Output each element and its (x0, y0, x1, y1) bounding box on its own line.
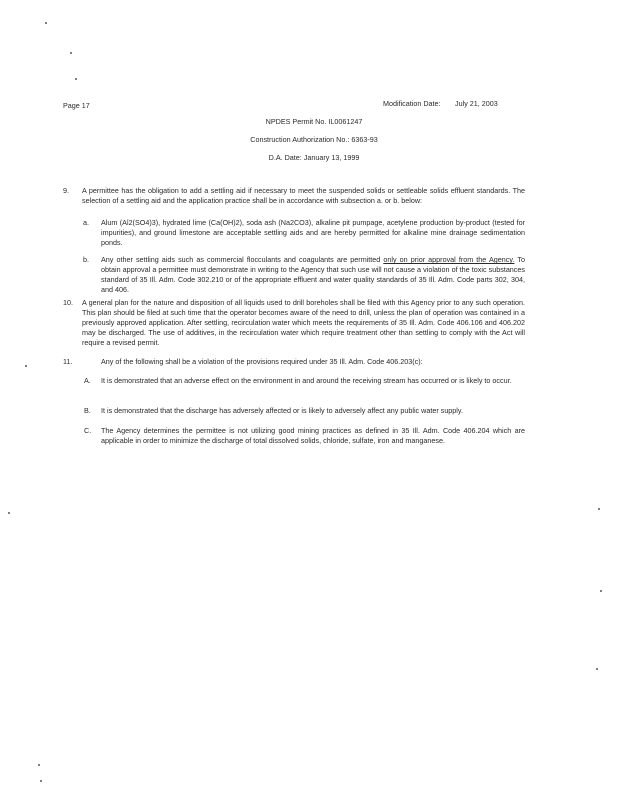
subitem-label: C. (84, 426, 92, 435)
subitem-text (101, 255, 525, 295)
item-number: 11. (63, 357, 73, 366)
item-text: A general plan for the nature and disposition of all liquids used to drill boreholes shall be filed with this Agency prior to any such operation. This plan should be filed at such time that the operator becomes aware of the need to drill, unless the plan of operation was contained in a previously approved application. After settling, recirculation water which meets the requirements of 35 Ill. Adm. Code 406.106 and 406.202 may be discharged. The use of additives, in the recirculation water which require treatment other than settling to comply with the Act will require a revised permit. (82, 298, 525, 348)
item-text: A permittee has the obligation to add a settling aid if necessary to meet the suspended solids or settleable solids effluent standards. The selection of a settling aid and the application practice shall be in accordance with subsection a. or b. below: (82, 186, 525, 206)
underlined-text: only on prior approval from the Agency. (383, 255, 515, 264)
scan-speck (40, 780, 42, 782)
modification-date: July 21, 2003 (455, 99, 498, 108)
subitem-text-part: Any other settling aids such as commercial flocculants and coagulants are permitted (101, 255, 384, 264)
authorization-date: D.A. Date: January 13, 1999 (268, 153, 360, 162)
subitem-text: It is demonstrated that an adverse effect on the environment in and around the receiving stream has occurred or is likely to occur. (101, 376, 512, 385)
subitem-label: b. (83, 255, 89, 264)
construction-authorization: Construction Authorization No.: 6363-93 (250, 135, 378, 144)
permit-number: NPDES Permit No. IL0061247 (265, 117, 363, 126)
item-number: 10. (63, 298, 73, 307)
item-text: Any of the following shall be a violation of the provisions required under 35 Ill. Adm. Code 406.203(c): (101, 357, 423, 366)
subitem-text-part: To obtain approval a permittee must demonstrate in writing to the Agency that such use will not cause a violation of the toxic substances standard of 35 Ill. Adm. Code 302.210 or of the appropriate effluent and water quality standards of 35 Ill. Adm. Code parts 302, 304, and 406. (101, 255, 525, 295)
scan-speck (600, 590, 602, 592)
subitem-label: A. (84, 376, 91, 385)
modification-label: Modification Date: (383, 99, 441, 108)
scan-speck (596, 668, 598, 670)
modification-header (383, 99, 543, 109)
subitem-label: a. (83, 218, 89, 227)
scan-speck (45, 22, 47, 24)
scan-speck (8, 512, 10, 514)
item-number: 9. (63, 186, 69, 195)
subitem-text: Alum (Al2(SO4)3), hydrated lime (Ca(OH)2), soda ash (Na2CO3), alkaline pit pumpage, acetylene production by-product (tested for impurities), and ground limestone are acceptable settling aids and are hereby permitted for alkaline mine drainage sedimentation ponds. (101, 218, 525, 248)
scan-speck (75, 78, 77, 80)
page-number: Page 17 (63, 101, 90, 110)
subitem-text: The Agency determines the permittee is not utilizing good mining practices as defined in 35 Ill. Adm. Code 406.204 which are applicable in order to minimize the discharge of total dissolved solids, chloride, sulfate, iron and manganese. (101, 426, 525, 446)
subitem-label: B. (84, 406, 91, 415)
scan-speck (598, 508, 600, 510)
scan-speck (70, 52, 72, 54)
scan-speck (25, 365, 27, 367)
subitem-text: It is demonstrated that the discharge has adversely affected or is likely to adversely affect any public water supply. (101, 406, 463, 415)
scan-speck (38, 764, 40, 766)
